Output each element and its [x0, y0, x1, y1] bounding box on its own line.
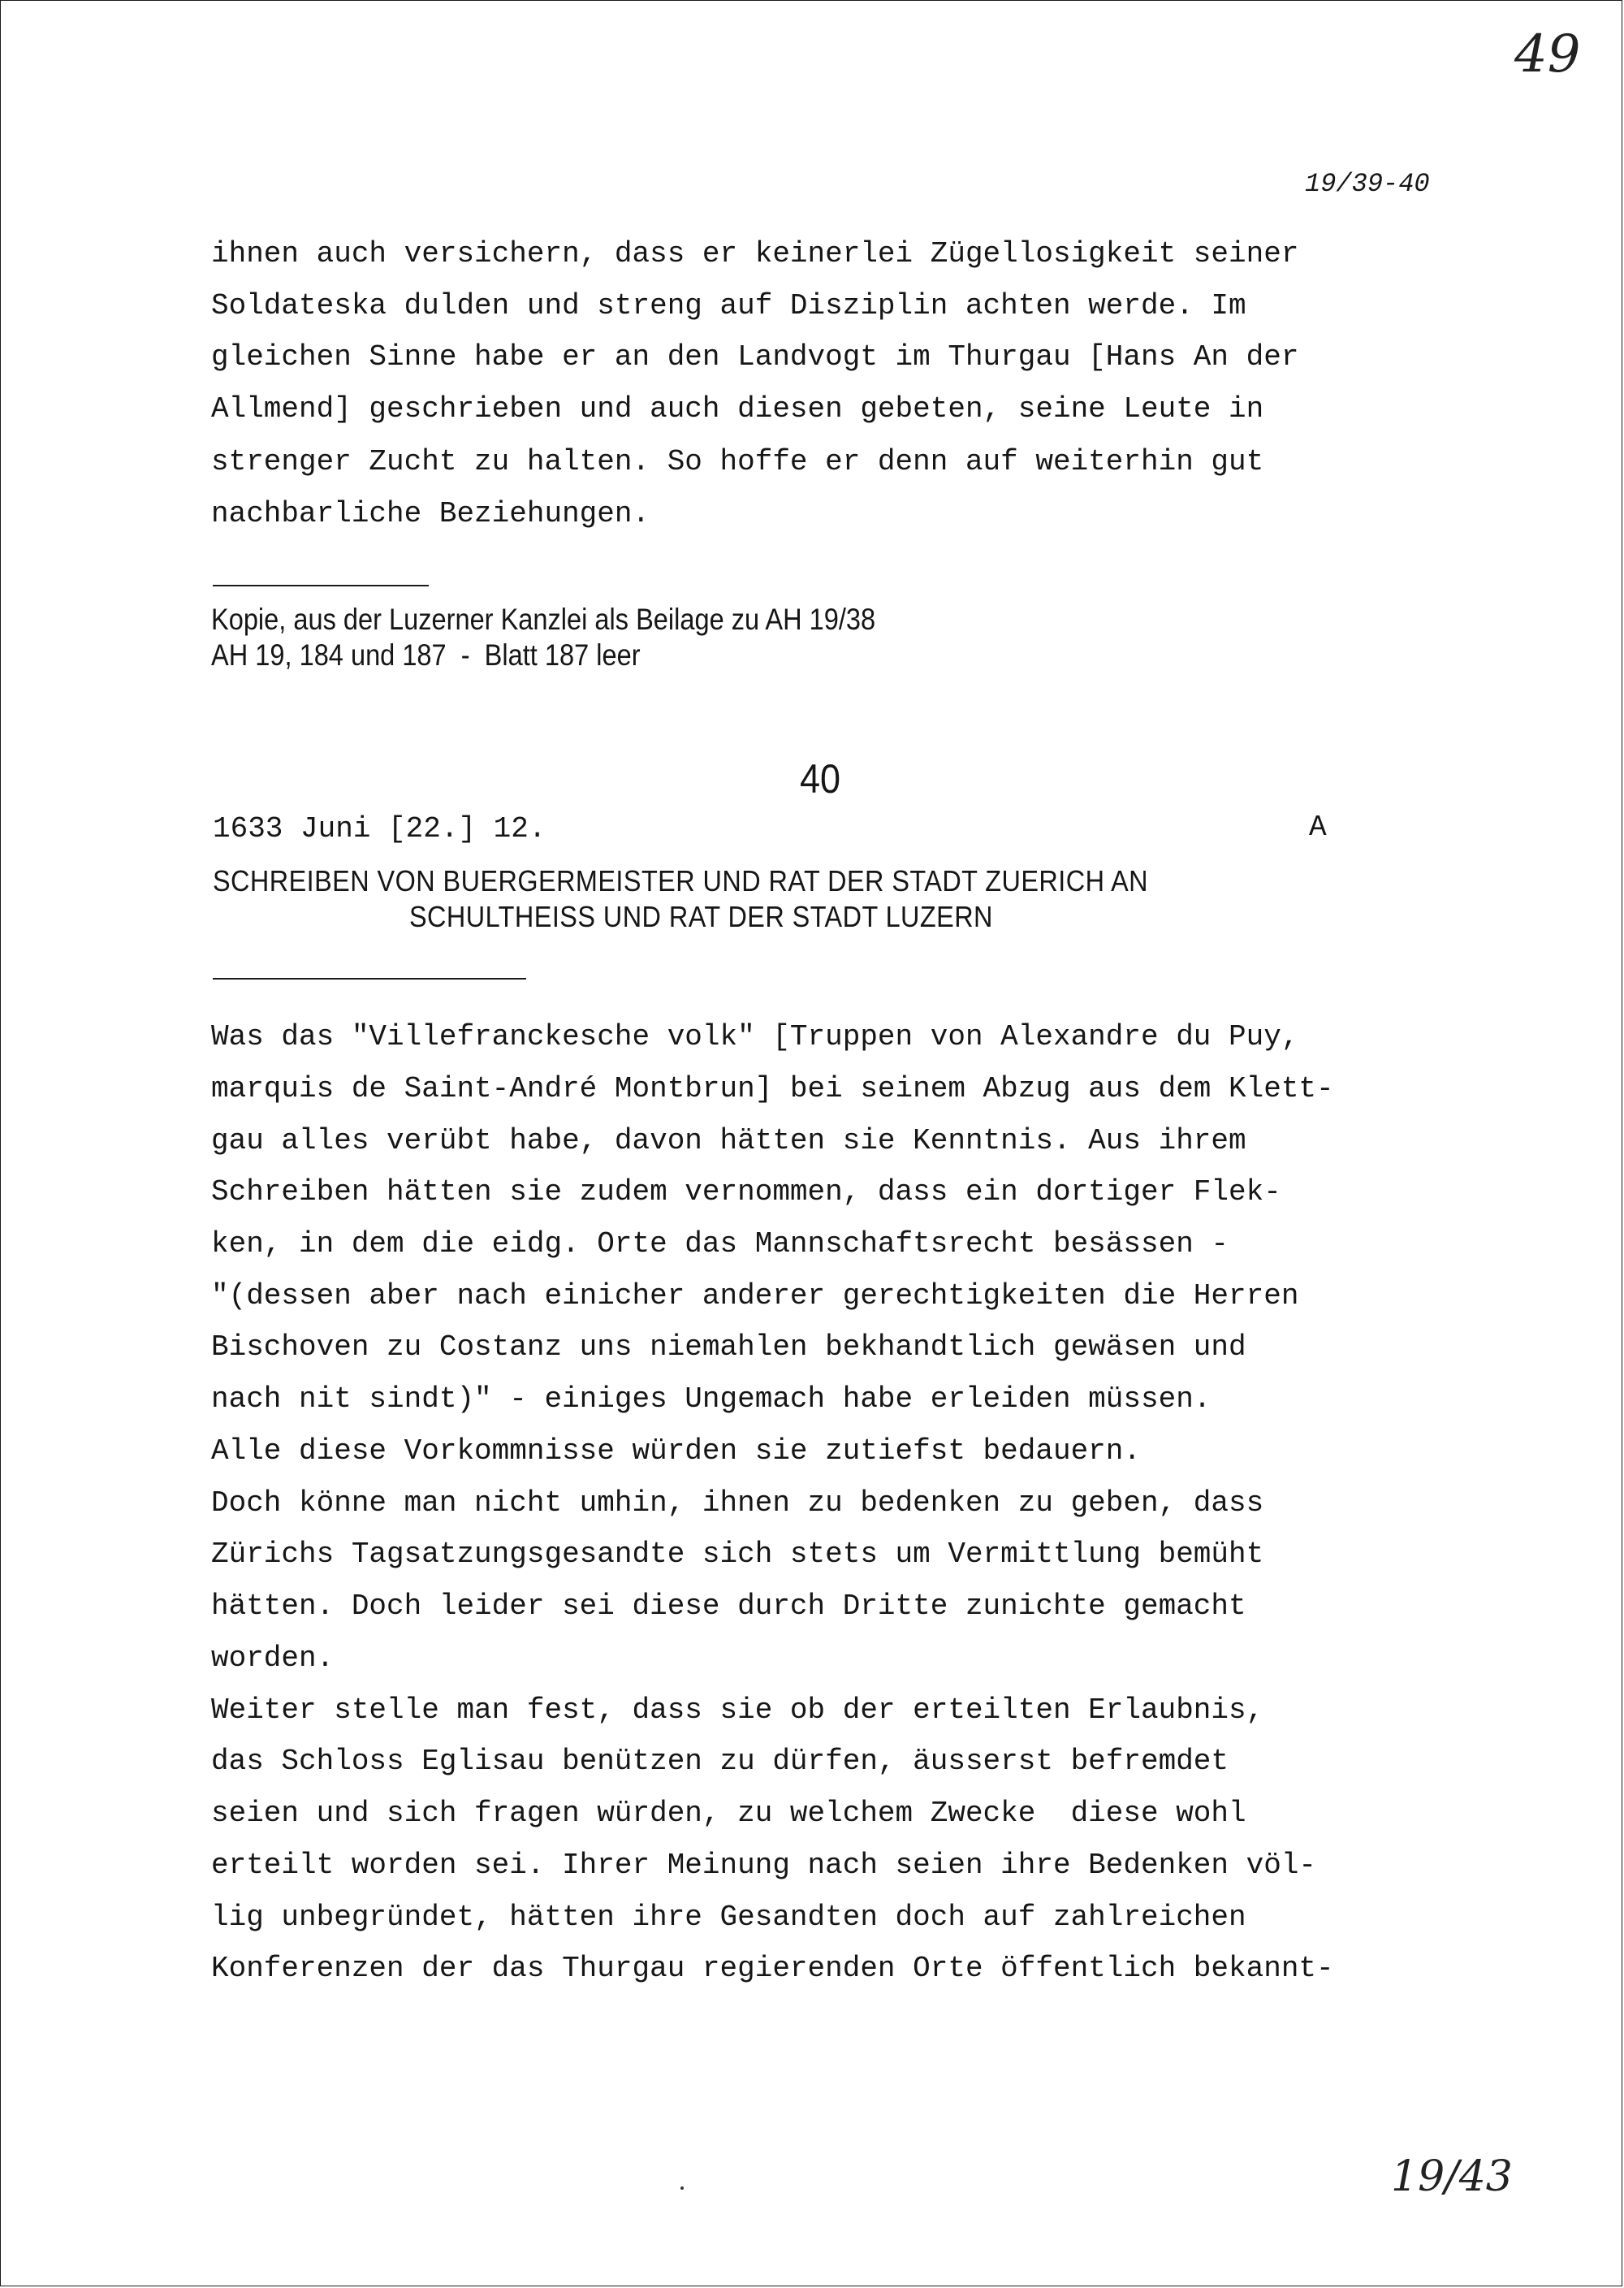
- handwritten-archive-number: 19/43: [1391, 2152, 1513, 2201]
- source-note: Kopie, aus der Luzerner Kanzlei als Beilage zu AH 19/38: [211, 603, 876, 636]
- body-line: Was das "Villefranckesche volk" [Truppen von Alexandre du Puy,: [211, 1020, 1299, 1053]
- body-line: ihnen auch versichern, dass er keinerlei Zügellosigkeit seiner: [211, 237, 1299, 270]
- title-divider: [213, 978, 526, 980]
- body-line: Schreiben hätten sie zudem vernommen, dass ein dortiger Flek-: [211, 1175, 1281, 1209]
- body-line: Soldateska dulden und streng auf Disziplin achten werde. Im: [211, 289, 1246, 322]
- ink-speck: [680, 2186, 684, 2190]
- handwritten-page-number: 49: [1514, 24, 1581, 84]
- body-line: Bischoven zu Costanz uns niemahlen bekhandtlich gewäsen und: [211, 1330, 1246, 1364]
- title-line: SCHREIBEN VON BUERGERMEISTER UND RAT DER STADT ZUERICH AN: [213, 864, 1148, 897]
- document-date: 1633 Juni [22.] 12.: [213, 812, 546, 846]
- body-line: gau alles verübt habe, davon hätten sie Kenntnis. Aus ihrem: [211, 1124, 1246, 1157]
- source-note: AH 19, 184 und 187 - Blatt 187 leer: [211, 638, 641, 672]
- body-line: das Schloss Eglisau benützen zu dürfen, äusserst befremdet: [211, 1745, 1229, 1778]
- body-line: nachbarliche Beziehungen.: [211, 497, 650, 530]
- body-line: gleichen Sinne habe er an den Landvogt im Thurgau [Hans An der: [211, 340, 1299, 374]
- body-line: Weiter stelle man fest, dass sie ob der erteilten Erlaubnis,: [211, 1693, 1264, 1727]
- body-line: "(dessen aber nach einicher anderer gerechtigkeiten die Herren: [211, 1279, 1299, 1313]
- body-line: lig unbegründet, hätten ihre Gesandten doch auf zahlreichen: [211, 1901, 1246, 1934]
- body-line: hätten. Doch leider sei diese durch Dritte zunichte gemacht: [211, 1589, 1246, 1623]
- footnote-divider: [213, 585, 429, 586]
- body-line: marquis de Saint-André Montbrun] bei seinem Abzug aus dem Klett-: [211, 1072, 1334, 1105]
- body-line: strenger Zucht zu halten. So hoffe er denn auf weiterhin gut: [211, 445, 1264, 478]
- body-line: worden.: [211, 1641, 335, 1675]
- body-line: nach nit sindt)" - einiges Ungemach habe erleiden müssen.: [211, 1382, 1212, 1416]
- document-classification: A: [1309, 811, 1327, 844]
- body-line: Doch könne man nicht umhin, ihnen zu bedenken zu geben, dass: [211, 1486, 1264, 1520]
- body-line: seien und sich fragen würden, zu welchem Zwecke diese wohl: [211, 1797, 1246, 1830]
- body-line: ken, in dem die eidg. Orte das Mannschaftsrecht besässen -: [211, 1227, 1229, 1261]
- body-line: Allmend] geschrieben und auch diesen gebeten, seine Leute in: [211, 392, 1264, 426]
- body-line: Alle diese Vorkommnisse würden sie zutiefst bedauern.: [211, 1434, 1141, 1468]
- body-line: Zürichs Tagsatzungsgesandte sich stets um Vermittlung bemüht: [211, 1538, 1264, 1571]
- document-number: 40: [800, 756, 841, 802]
- body-line: erteilt worden sei. Ihrer Meinung nach seien ihre Bedenken völ-: [211, 1849, 1317, 1882]
- title-line: SCHULTHEISS UND RAT DER STADT LUZERN: [409, 900, 993, 933]
- body-line: Konferenzen der das Thurgau regierenden Orte öffentlich bekannt-: [211, 1952, 1334, 1985]
- document-reference: 19/39-40: [1305, 169, 1430, 199]
